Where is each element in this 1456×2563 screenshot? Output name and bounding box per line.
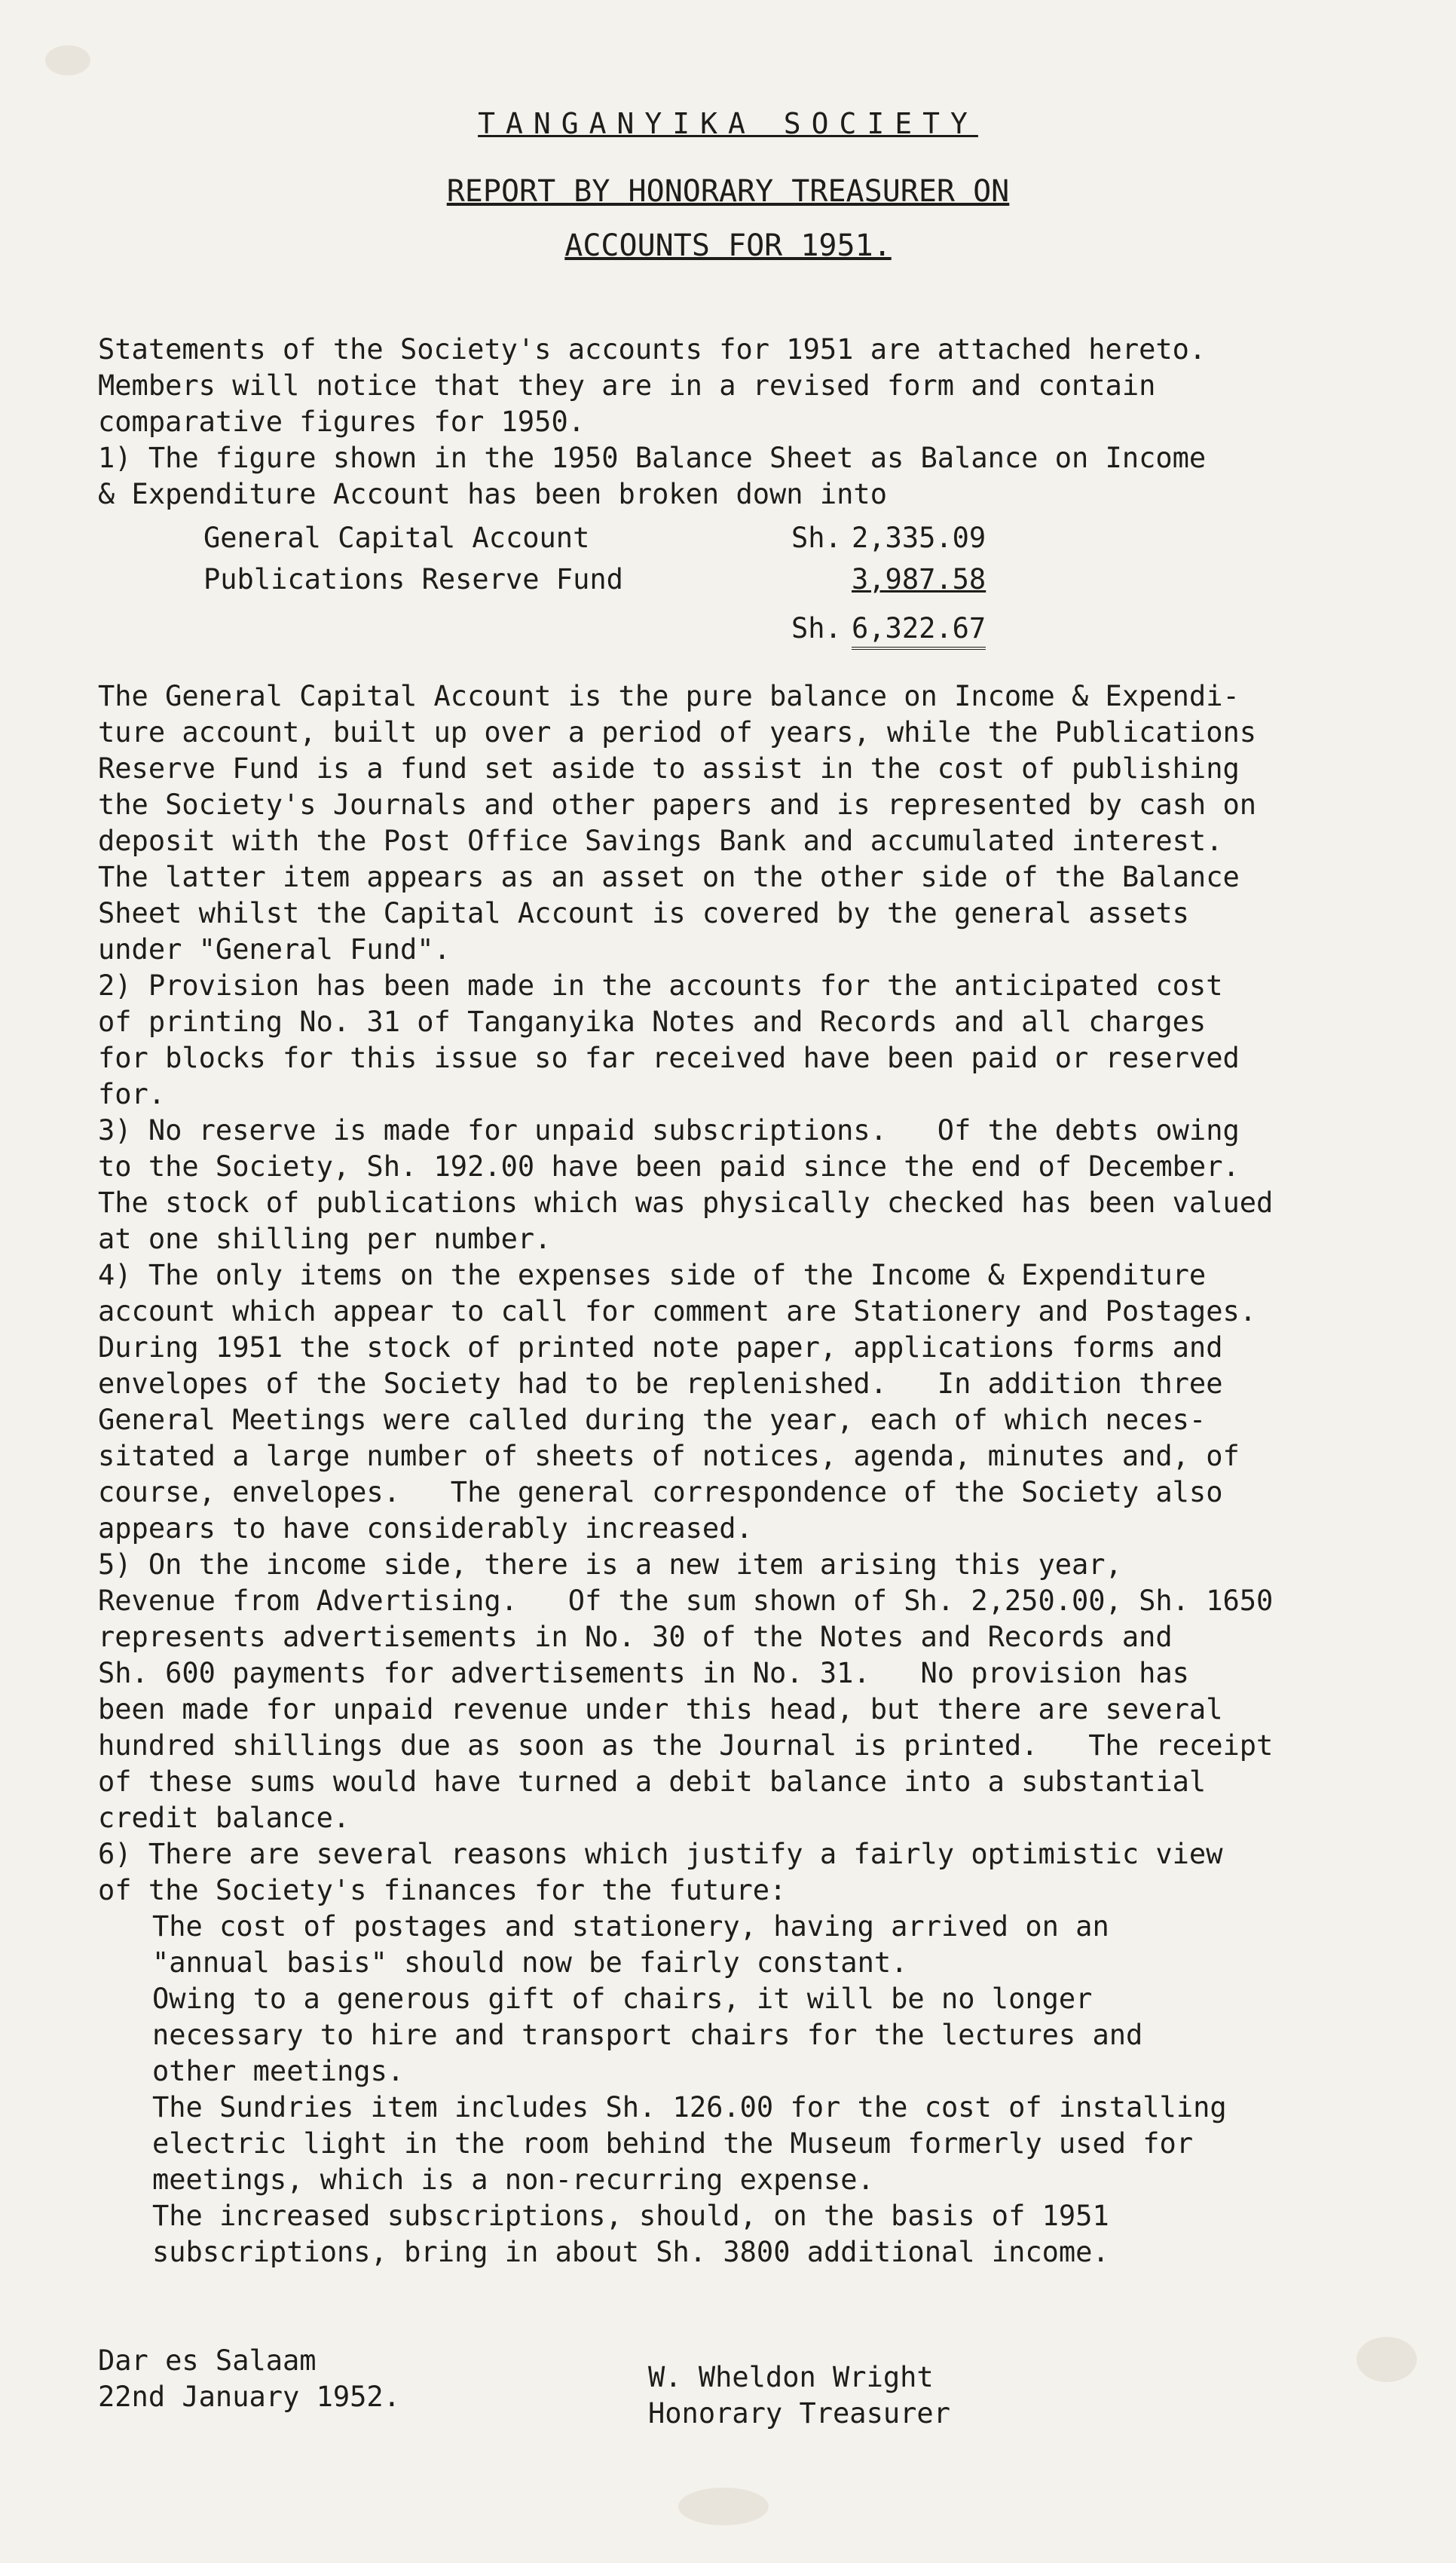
org-title: TANGANYIKA SOCIETY <box>478 107 978 140</box>
intro-line: comparative figures for 1950. <box>98 406 586 438</box>
body-line: General Meetings were called during the year, each of which neces- <box>98 1404 1207 1436</box>
body-line: under "General Fund". <box>98 933 451 966</box>
body-line: appears to have considerably increased. <box>98 1512 753 1545</box>
capital-account-currency: Sh. <box>791 522 842 554</box>
body-line: at one shilling per number. <box>98 1223 552 1255</box>
body-line: The stock of publications which was physically checked has been valued <box>98 1187 1274 1219</box>
capital-account-amount: 2,335.09 <box>852 522 986 554</box>
reason-line: electric light in the room behind the Museum formerly used for <box>152 2127 1194 2160</box>
body-line: credit balance. <box>98 1802 350 1834</box>
total-amount: 6,322.67 <box>852 611 986 650</box>
intro-line: Statements of the Society's accounts for 1951 are attached hereto. <box>98 333 1207 366</box>
signatory-name: W. Wheldon Wright <box>648 2361 934 2393</box>
body-line: During 1951 the stock of printed note paper, applications forms and <box>98 1331 1223 1364</box>
capital-account-label: General Capital Account <box>203 522 590 554</box>
item1-line: 1) The figure shown in the 1950 Balance Sheet as Balance on Income <box>98 442 1207 474</box>
reserve-fund-amount: 3,987.58 <box>852 563 986 596</box>
body-line: The General Capital Account is the pure balance on Income & Expendi- <box>98 680 1240 712</box>
reason-line: The increased subscriptions, should, on the basis of 1951 <box>152 2200 1109 2232</box>
report-title: REPORT BY HONORARY TREASURER ON <box>446 174 1010 209</box>
reserve-fund-label: Publications Reserve Fund <box>203 563 623 596</box>
reason-line: other meetings. <box>152 2055 405 2087</box>
signature-date: 22nd January 1952. <box>98 2381 400 2413</box>
reason-line: "annual basis" should now be fairly constant. <box>152 1946 908 1979</box>
body-line: for blocks for this issue so far received have been paid or reserved <box>98 1042 1240 1074</box>
body-line: of these sums would have turned a debit balance into a substantial <box>98 1765 1207 1798</box>
body-line: sitated a large number of sheets of notices, agenda, minutes and, of <box>98 1440 1240 1472</box>
reason-line: necessary to hire and transport chairs for the lectures and <box>152 2019 1143 2051</box>
signature-place: Dar es Salaam <box>98 2344 317 2377</box>
body-line: Sheet whilst the Capital Account is covered by the general assets <box>98 897 1189 929</box>
paper-stain <box>678 2488 769 2525</box>
body-line: The latter item appears as an asset on the other side of the Balance <box>98 861 1240 893</box>
body-line: account which appear to call for comment are Stationery and Postages. <box>98 1295 1257 1327</box>
item1-line: & Expenditure Account has been broken down into <box>98 478 887 510</box>
reason-line: subscriptions, bring in about Sh. 3800 additional income. <box>152 2236 1109 2268</box>
body-line: course, envelopes. The general correspondence of the Society also <box>98 1476 1223 1508</box>
signatory-role: Honorary Treasurer <box>648 2397 950 2430</box>
body-line: 6) There are several reasons which justify a fairly optimistic view <box>98 1838 1223 1870</box>
body-line: Reserve Fund is a fund set aside to assist in the cost of publishing <box>98 752 1240 785</box>
body-line: Revenue from Advertising. Of the sum shown of Sh. 2,250.00, Sh. 1650 <box>98 1585 1274 1617</box>
body-line: to the Society, Sh. 192.00 have been paid since the end of December. <box>98 1150 1240 1183</box>
reason-line: The Sundries item includes Sh. 126.00 for the cost of installing <box>152 2091 1227 2124</box>
body-line: 4) The only items on the expenses side of the Income & Expenditure <box>98 1259 1207 1291</box>
reason-line: The cost of postages and stationery, having arrived on an <box>152 1910 1109 1943</box>
body-line: hundred shillings due as soon as the Journal is printed. The receipt <box>98 1729 1274 1762</box>
body-line: deposit with the Post Office Savings Bank and accumulated interest. <box>98 825 1223 857</box>
body-line: the Society's Journals and other papers and is represented by cash on <box>98 788 1257 821</box>
reason-line: Owing to a generous gift of chairs, it will be no longer <box>152 1983 1093 2015</box>
paper-stain <box>1357 2337 1417 2382</box>
report-subject: ACCOUNTS FOR 1951. <box>564 228 892 263</box>
body-line: envelopes of the Society had to be replenished. In addition three <box>98 1367 1223 1400</box>
body-line: of printing No. 31 of Tanganyika Notes and Records and all charges <box>98 1006 1207 1038</box>
body-line: of the Society's finances for the future: <box>98 1874 787 1906</box>
body-line: for. <box>98 1078 166 1110</box>
body-line: 2) Provision has been made in the accounts for the anticipated cost <box>98 969 1223 1002</box>
body-line: ture account, built up over a period of years, while the Publications <box>98 716 1257 749</box>
paper-stain <box>45 45 90 75</box>
body-line: Sh. 600 payments for advertisements in No. 31. No provision has <box>98 1657 1189 1689</box>
reason-line: meetings, which is a non-recurring expense. <box>152 2163 874 2196</box>
body-line: been made for unpaid revenue under this head, but there are several <box>98 1693 1223 1726</box>
body-line: represents advertisements in No. 30 of the Notes and Records and <box>98 1621 1173 1653</box>
total-currency: Sh. <box>791 612 842 645</box>
intro-line: Members will notice that they are in a revised form and contain <box>98 369 1156 402</box>
body-line: 5) On the income side, there is a new item arising this year, <box>98 1548 1122 1581</box>
body-line: 3) No reserve is made for unpaid subscriptions. Of the debts owing <box>98 1114 1240 1147</box>
